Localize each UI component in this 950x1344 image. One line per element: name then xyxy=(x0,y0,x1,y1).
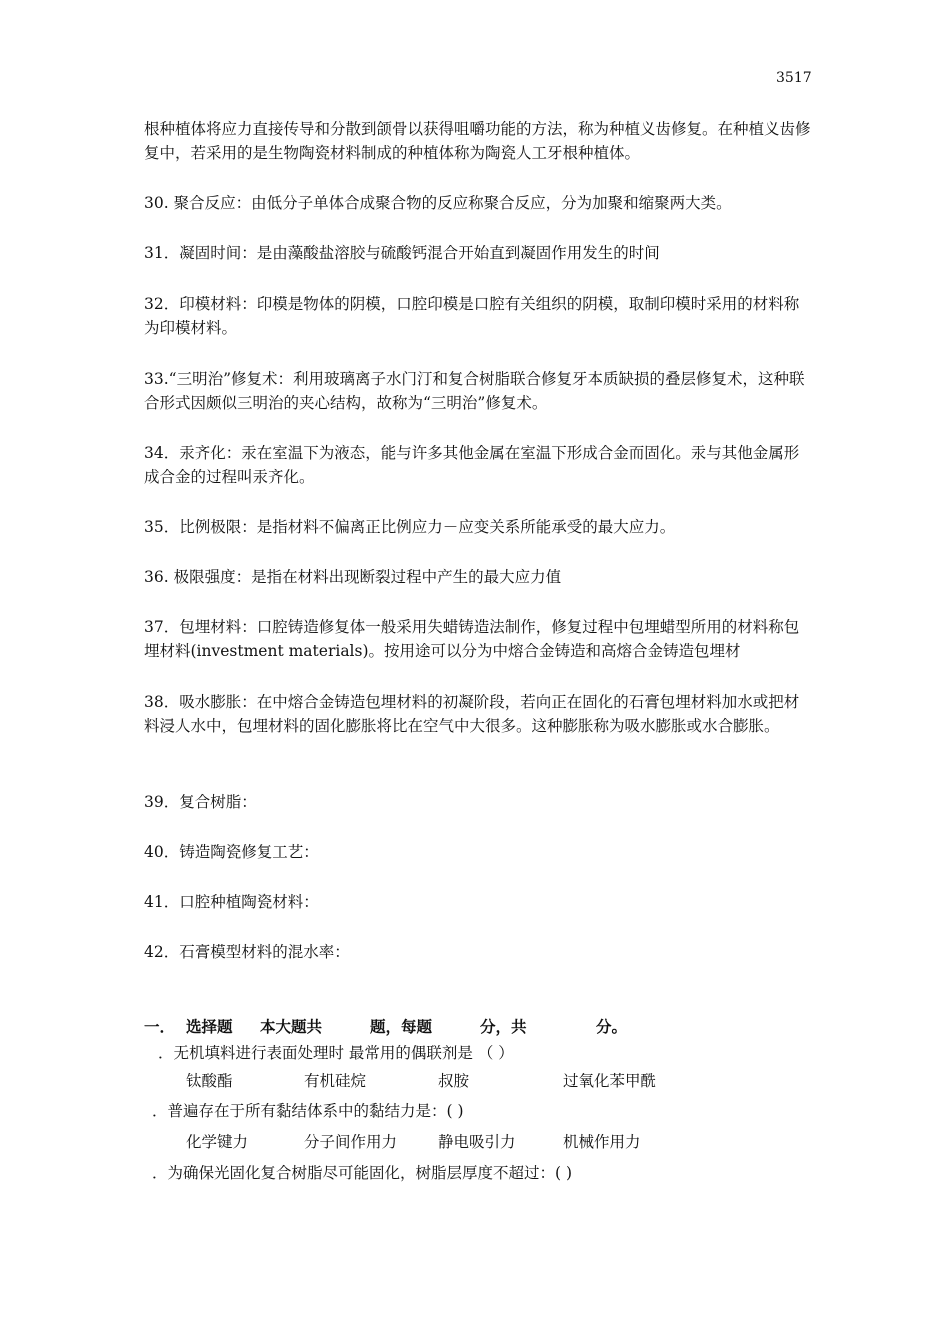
question-2-option-a: 化学键力 xyxy=(186,1133,249,1151)
question-1-option-c: 叔胺 xyxy=(438,1072,470,1090)
paragraph-intro: 根种植体将应力直接传导和分散到颌骨以获得咀嚼功能的方法，称为种植义齿修复。在种植义齿修复中，若采用的是生物陶瓷材料制成的种植体称为陶瓷人工牙根种植体。 xyxy=(144,120,811,162)
section-part-1: 本大题共 xyxy=(260,1018,323,1036)
question-2-option-b: 分子间作用力 xyxy=(304,1133,398,1151)
question-1: ．无机填料进行表面处理时 最常用的偶联剂是 （ ） xyxy=(158,1044,514,1062)
section-part-3: 分，共 xyxy=(480,1018,527,1036)
section-part-4: 分。 xyxy=(596,1018,628,1036)
paragraph-42: 42．石膏模型材料的混水率： xyxy=(144,943,350,961)
paragraph-31: 31．凝固时间：是由藻酸盐溶胶与硫酸钙混合开始直到凝固作用发生的时间 xyxy=(144,244,660,262)
paragraph-34: 34．汞齐化：汞在室温下为液态，能与许多其他金属在室温下形成合金而固化。汞与其他金属形成合金的过程叫汞齐化。 xyxy=(144,444,800,486)
paragraph-30: 30. 聚合反应：由低分子单体合成聚合物的反应称聚合反应，分为加聚和缩聚两大类。 xyxy=(144,194,732,212)
page-number: 3517 xyxy=(776,70,812,86)
question-3: ．为确保光固化复合树脂尽可能固化，树脂层厚度不超过：( ) xyxy=(152,1164,573,1182)
paragraph-37: 37．包埋材料：口腔铸造修复体一般采用失蜡铸造法制作，修复过程中包埋蜡型所用的材料称包埋材料(investment materials)。按用途可以分为中熔合金铸造和高熔合金铸造包埋材 xyxy=(144,618,800,660)
paragraph-33: 33.“三明治”修复术：利用玻璃离子水门汀和复合树脂联合修复牙本质缺损的叠层修复术，这种联合形式因颇似三明治的夹心结构，故称为“三明治”修复术。 xyxy=(144,370,805,412)
question-2: ．普遍存在于所有黏结体系中的黏结力是：( ) xyxy=(152,1102,464,1120)
paragraph-40: 40．铸造陶瓷修复工艺： xyxy=(144,843,319,861)
section-number: 一． xyxy=(144,1018,176,1036)
question-1-option-d: 过氧化苯甲酰 xyxy=(563,1072,657,1090)
question-1-option-b: 有机硅烷 xyxy=(304,1072,367,1090)
paragraph-38: 38．吸水膨胀：在中熔合金铸造包埋材料的初凝阶段，若向正在固化的石膏包埋材料加水或把材料浸人水中，包埋材料的固化膨胀将比在空气中大很多。这种膨胀称为吸水膨胀或水合膨胀。 xyxy=(144,693,800,735)
question-2-option-d: 机械作用力 xyxy=(563,1133,641,1151)
paragraph-32: 32．印模材料：印模是物体的阴模，口腔印模是口腔有关组织的阴模，取制印模时采用的材料称为印模材料。 xyxy=(144,295,800,337)
paragraph-41: 41．口腔种植陶瓷材料： xyxy=(144,893,319,911)
paragraph-36: 36. 极限强度：是指在材料出现断裂过程中产生的最大应力值 xyxy=(144,568,562,586)
paragraph-35: 35．比例极限：是指材料不偏离正比例应力－应变关系所能承受的最大应力。 xyxy=(144,518,676,536)
section-title: 选择题 xyxy=(186,1018,233,1036)
question-1-option-a: 钛酸酯 xyxy=(186,1072,233,1090)
paragraph-39: 39．复合树脂： xyxy=(144,793,257,811)
question-2-option-c: 静电吸引力 xyxy=(438,1133,516,1151)
section-part-2: 题，每题 xyxy=(370,1018,433,1036)
